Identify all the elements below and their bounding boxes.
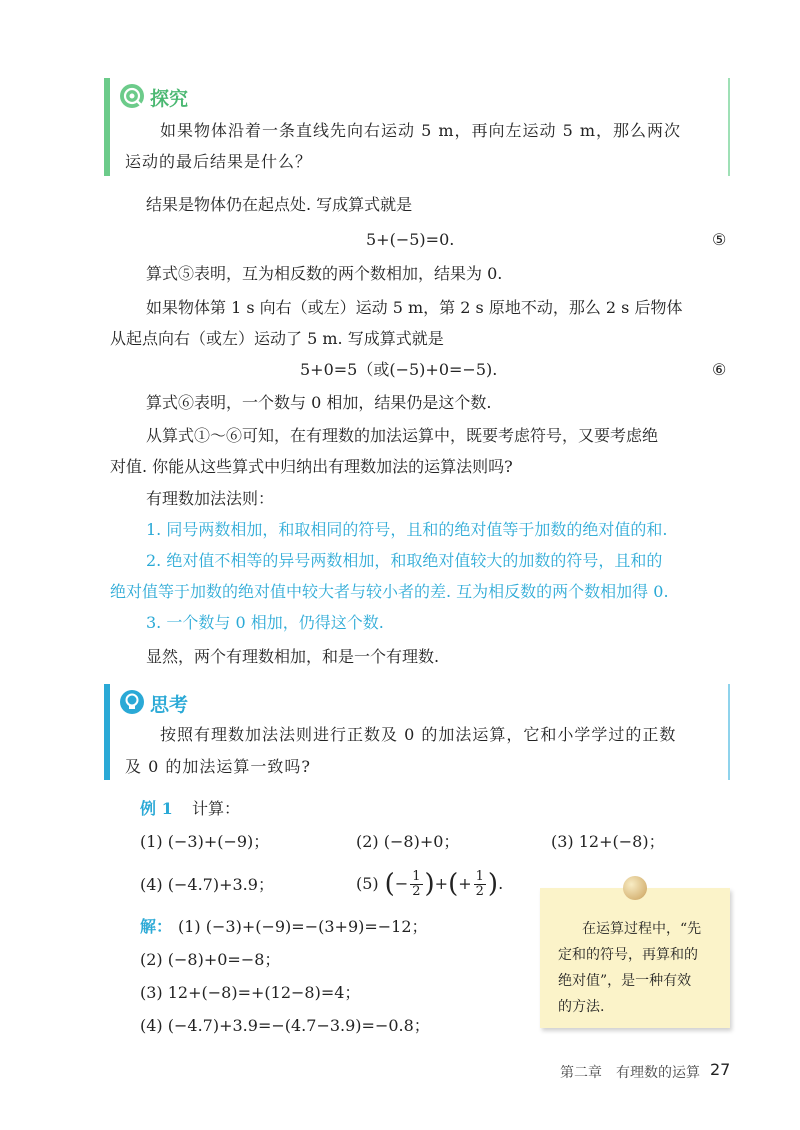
solution-label: 解：	[140, 917, 173, 936]
explore-right-bar	[728, 78, 730, 176]
explore-text-line2: 运动的最后结果是什么？	[125, 152, 313, 171]
rules-heading: 有理数加法法则：	[146, 489, 275, 508]
footer-chapter: 第二章 有理数的运算	[560, 1065, 700, 1081]
explore-title: 探究	[150, 88, 189, 110]
lightbulb-icon	[118, 688, 146, 716]
question-5-sign-2: +	[458, 874, 472, 893]
note-line4: 的方法.	[558, 999, 605, 1015]
fraction-1-denominator: 2	[412, 883, 421, 899]
paragraph-eq5-meaning: 算式⑤表明，互为相反数的两个数相加，结果为 0.	[146, 264, 503, 283]
example-label: 例 1	[140, 799, 173, 818]
sticky-note	[540, 888, 730, 1028]
paragraph-summary-line1: 从算式①～⑥可知，在有理数的加法运算中，既要考虑符号，又要考虑绝	[146, 426, 659, 445]
paragraph-motion-line2: 从起点向右（或左）运动了 5 m. 写成算式就是	[110, 329, 444, 348]
equation-5-marker: ⑤	[712, 230, 727, 249]
paragraph-eq6-meaning: 算式⑥表明，一个数与 0 相加，结果仍是这个数.	[146, 393, 492, 412]
question-3: (3) 12+(−8)；	[551, 832, 665, 851]
think-right-bar	[728, 684, 730, 780]
paragraph-motion-line1: 如果物体第 1 s 向右（或左）运动 5 m，第 2 s 原地不动，那么 2 s 后物体	[146, 298, 683, 317]
explore-text-line1: 如果物体沿着一条直线先向右运动 5 m，再向左运动 5 m，那么两次	[160, 121, 682, 140]
solution-1: (1) (−3)+(−9)=−(3+9)=−12；	[178, 917, 428, 936]
equation-6: 5+0=5（或(−5)+0=−5).	[300, 360, 498, 379]
paragraph-closure: 显然，两个有理数相加，和是一个有理数.	[146, 647, 440, 666]
explore-left-bar	[104, 78, 110, 176]
rule-2-line2: 绝对值等于加数的绝对值中较大者与较小者的差. 互为相反数的两个数相加得 0.	[110, 582, 669, 601]
paragraph-summary-line2: 对值. 你能从这些算式中归纳出有理数加法的运算法则吗?	[110, 457, 513, 476]
question-2: (2) (−8)+0；	[356, 832, 460, 851]
note-line2: 定和的符号，再算和的	[558, 947, 698, 963]
question-5: (5) ( − $\frac{1}{2}$ ) + ( + $\frac{1}{2}$ ) .	[356, 868, 504, 899]
fraction-1-numerator: 1	[412, 868, 421, 884]
equation-5: 5+(−5)=0.	[366, 230, 455, 249]
think-title: 思考	[150, 694, 189, 716]
question-4: (4) (−4.7)+3.9；	[140, 875, 274, 894]
question-5-end: .	[498, 874, 504, 893]
solution-2: (2) (−8)+0=−8；	[140, 950, 281, 969]
equation-6-marker: ⑥	[712, 360, 727, 379]
rule-3: 3. 一个数与 0 相加，仍得这个数.	[146, 613, 384, 632]
rule-2-line1: 2. 绝对值不相等的异号两数相加，和取绝对值较大的加数的符号，且和的	[146, 551, 663, 570]
fraction-2-denominator: 2	[475, 883, 484, 899]
fraction-2-numerator: 1	[475, 868, 484, 884]
question-1: (1) (−3)+(−9)；	[140, 832, 270, 851]
pushpin-icon	[623, 876, 647, 900]
note-line3: 绝对值”，是一种有效	[558, 973, 692, 989]
fraction-2	[474, 870, 486, 899]
page-number: 27	[710, 1060, 731, 1079]
think-left-bar	[104, 684, 110, 780]
think-text-line1: 按照有理数加法法则进行正数及 0 的加法运算，它和小学学过的正数	[160, 725, 677, 744]
fraction-1	[410, 870, 422, 899]
question-5-sign-1: −	[394, 874, 409, 893]
think-text-line2: 及 0 的加法运算一致吗?	[125, 757, 311, 776]
question-5-index: (5)	[356, 874, 379, 893]
rule-1: 1. 同号两数相加，和取相同的符号，且和的绝对值等于加数的绝对值的和.	[146, 520, 668, 539]
note-line1: 在运算过程中，“先	[582, 921, 702, 937]
example-task: 计算：	[192, 799, 241, 818]
solution-3: (3) 12+(−8)=+(12−8)=4；	[140, 983, 361, 1002]
explore-icon	[118, 82, 146, 110]
paragraph-result: 结果是物体仍在起点处. 写成算式就是	[146, 195, 413, 214]
solution-4: (4) (−4.7)+3.9=−(4.7−3.9)=−0.8；	[140, 1016, 430, 1035]
question-5-plus: +	[434, 874, 449, 893]
